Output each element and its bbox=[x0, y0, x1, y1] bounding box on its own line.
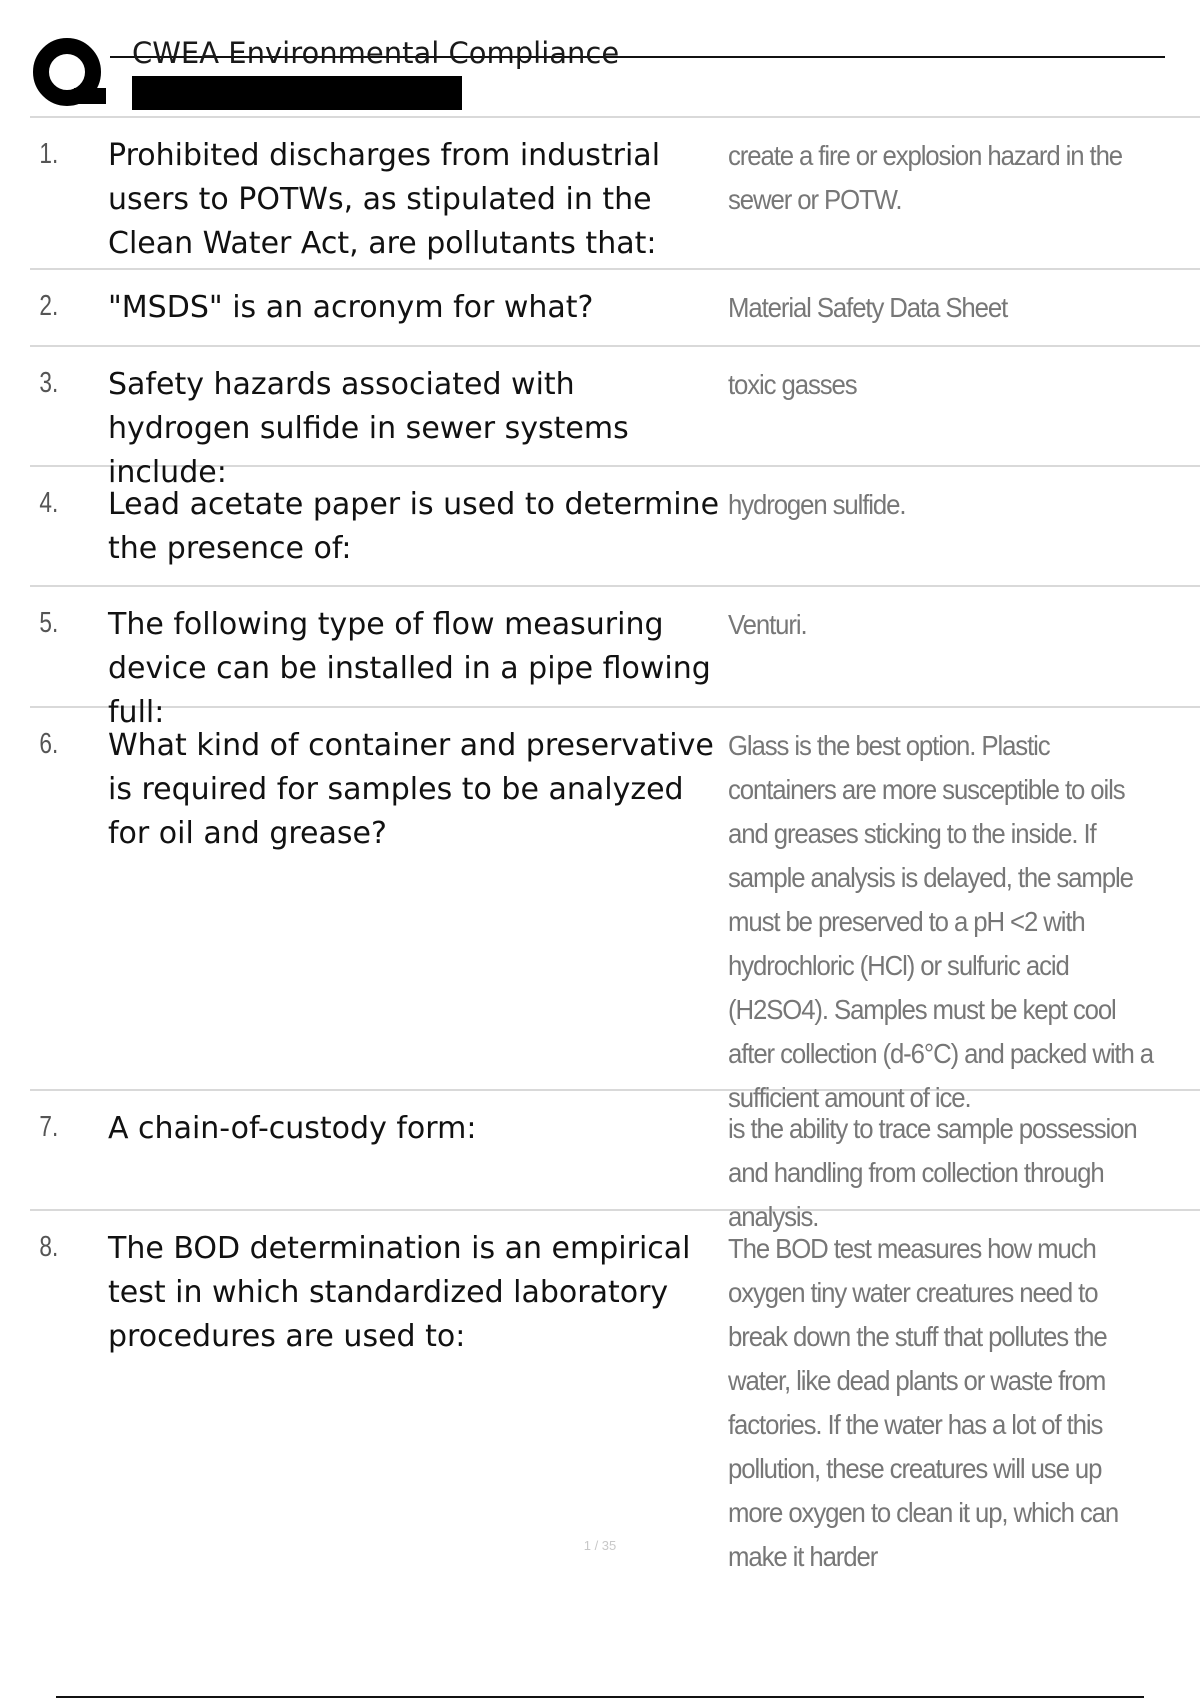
card-number: 2. bbox=[39, 290, 59, 322]
flashcard-row bbox=[30, 706, 1200, 1113]
card-definition: The BOD test measures how much oxygen tiny water creatures need to break down the stuff that pollutes the water, like dead plants or waste from factories. If the water has a lot of this pollution, these creatures will use up more oxygen to clean it up, which can make it harder bbox=[728, 1233, 1119, 1572]
card-term: The following type of flow measuring device can be installed in a pipe flowing full: bbox=[108, 607, 711, 730]
card-number: 7. bbox=[39, 1111, 59, 1143]
flashcard-row bbox=[30, 465, 1200, 585]
card-term: Prohibited discharges from industrial users to POTWs, as stipulated in the Clean Water Act, are pollutants that: bbox=[108, 138, 661, 261]
card-term: The BOD determination is an empirical test in which standardized laboratory procedures are used to: bbox=[108, 1231, 691, 1354]
redaction-bar bbox=[132, 76, 462, 110]
card-term: "MSDS" is an acronym for what? bbox=[108, 290, 594, 325]
card-term: A chain-of-custody form: bbox=[108, 1111, 477, 1146]
card-term: What kind of container and preservative is required for samples to be analyzed for oil and grease? bbox=[108, 728, 714, 851]
document-title: CWEA Environmental Compliance bbox=[132, 36, 620, 70]
card-term: Safety hazards associated with hydrogen sulfide in sewer systems include: bbox=[108, 367, 629, 490]
flashcard-row bbox=[30, 585, 1200, 730]
quizlet-logo-icon bbox=[30, 34, 110, 114]
card-definition: toxic gasses bbox=[728, 369, 857, 400]
card-definition: hydrogen sulfide. bbox=[728, 489, 906, 520]
flashcard-row bbox=[30, 345, 1200, 490]
page-number: 1 / 35 bbox=[583, 1538, 617, 1553]
flashcard-row bbox=[30, 116, 1200, 268]
card-definition: Venturi. bbox=[728, 609, 807, 640]
flashcard-row bbox=[30, 268, 1200, 345]
card-number: 1. bbox=[39, 138, 59, 170]
card-definition: is the ability to trace sample possession and handling from collection through analysis. bbox=[728, 1113, 1137, 1232]
document-header bbox=[30, 28, 1145, 118]
bottom-divider bbox=[56, 1696, 1144, 1698]
card-number: 6. bbox=[39, 728, 59, 760]
card-definition: create a fire or explosion hazard in the sewer or POTW. bbox=[728, 140, 1123, 215]
card-number: 5. bbox=[39, 607, 59, 639]
flashcard-row bbox=[30, 1089, 1200, 1232]
card-definition: Material Safety Data Sheet bbox=[728, 292, 1008, 323]
card-number: 8. bbox=[39, 1231, 59, 1263]
card-number: 4. bbox=[39, 487, 59, 519]
card-term: Lead acetate paper is used to determine the presence of: bbox=[108, 487, 720, 566]
card-number: 3. bbox=[39, 367, 59, 399]
card-definition: Glass is the best option. Plastic containers are more susceptible to oils and greases sticking to the inside. If sample analysis is delayed, the sample must be preserved to a pH <2 with hydrochloric (HCl) or sulfuric acid (H2SO4). Samples must be kept cool after collection (d-6°C) and packed with a sufficient amount of ice. bbox=[728, 730, 1153, 1113]
